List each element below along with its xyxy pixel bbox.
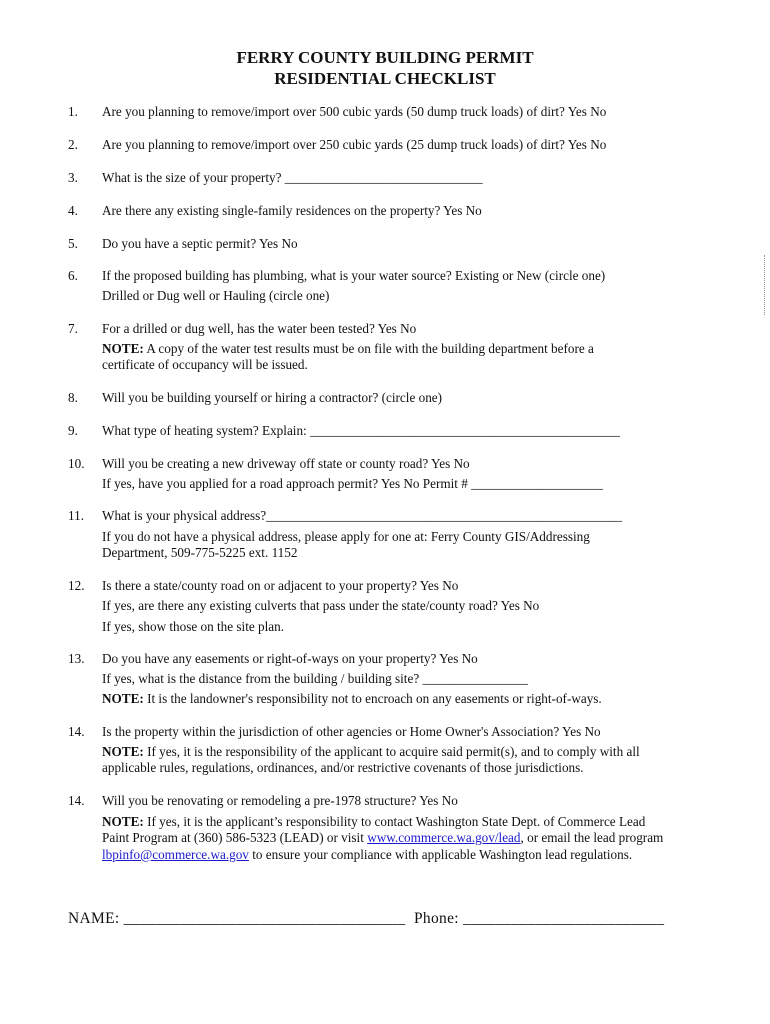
item-number: 11.: [68, 508, 84, 523]
note-text: certificate of occupancy will be issued.: [102, 357, 308, 372]
question-text: What is your physical address?______________________________________________________: [102, 508, 623, 523]
question-text: If yes, what is the distance from the building / building site? ________________: [102, 671, 528, 686]
item-number: 3.: [68, 170, 78, 185]
question-text: Are you planning to remove/import over 250 cubic yards (25 dump truck loads) of dirt? Yes No: [102, 137, 607, 152]
question-text: Will you be renovating or remodeling a pre-1978 structure? Yes No: [102, 793, 458, 808]
item-number: 9.: [68, 423, 78, 438]
note-text: NOTE: If yes, it is the applicant’s responsibility to contact Washington State Dept. of Commerce Lead: [102, 814, 646, 829]
item-number: 13.: [68, 651, 85, 666]
item-number: 5.: [68, 236, 78, 251]
name-field: NAME: ___________________________________: [68, 910, 406, 927]
item-number: 6.: [68, 268, 78, 283]
item-number: 1.: [68, 104, 78, 119]
question-text: What is the size of your property? ______________________________: [102, 170, 483, 185]
question-text: Is there a state/county road on or adjacent to your property? Yes No: [102, 578, 459, 593]
question-text: If yes, have you applied for a road approach permit? Yes No Permit # ____________________: [102, 476, 604, 491]
item-number: 14.: [68, 793, 85, 808]
note-text: Paint Program at (360) 586-5323 (LEAD) or visit www.commerce.wa.gov/lead, or email the lead program: [102, 830, 664, 845]
item-number: 8.: [68, 390, 78, 405]
question-text: If you do not have a physical address, please apply for one at: Ferry County GIS/Addressing: [102, 529, 590, 544]
note-text: NOTE: A copy of the water test results must be on file with the building department before a: [102, 341, 594, 356]
question-text: Will you be building yourself or hiring a contractor? (circle one): [102, 390, 443, 405]
note-label: NOTE:: [102, 814, 144, 829]
document-subtitle: RESIDENTIAL CHECKLIST: [274, 69, 496, 88]
question-text: Are you planning to remove/import over 500 cubic yards (50 dump truck loads) of dirt? Yes No: [102, 104, 607, 119]
commerce-lead-link[interactable]: www.commerce.wa.gov/lead: [367, 830, 521, 845]
lead-email-link[interactable]: lbpinfo@commerce.wa.gov: [102, 847, 249, 862]
question-text: Do you have any easements or right-of-ways on your property? Yes No: [102, 651, 478, 666]
scan-mark: [764, 255, 767, 315]
note-label: NOTE:: [102, 341, 144, 356]
question-text: What type of heating system? Explain: _______________________________________________: [102, 423, 620, 438]
note-label: NOTE:: [102, 691, 144, 706]
phone-field: Phone: _________________________: [414, 910, 665, 927]
item-number: 10.: [68, 456, 85, 471]
question-text: Are there any existing single-family residences on the property? Yes No: [102, 203, 482, 218]
question-text: Drilled or Dug well or Hauling (circle one): [102, 288, 330, 303]
note-text: applicable rules, regulations, ordinances, and/or restrictive covenants of those jurisdictions.: [102, 760, 584, 775]
question-text: Is the property within the jurisdiction of other agencies or Home Owner's Association? Yes No: [102, 724, 601, 739]
question-text: For a drilled or dug well, has the water been tested? Yes No: [102, 321, 417, 336]
note-text: lbpinfo@commerce.wa.gov to ensure your compliance with applicable Washington lead regulations.: [102, 847, 633, 862]
question-text: Department, 509-775-5225 ext. 1152: [102, 545, 298, 560]
question-text: Do you have a septic permit? Yes No: [102, 236, 298, 251]
item-number: 12.: [68, 578, 85, 593]
question-text: If the proposed building has plumbing, what is your water source? Existing or New (circle one): [102, 268, 606, 283]
note-text: NOTE: If yes, it is the responsibility of the applicant to acquire said permit(s), and to comply with all: [102, 744, 640, 759]
question-text: Will you be creating a new driveway off state or county road? Yes No: [102, 456, 470, 471]
question-text: If yes, show those on the site plan.: [102, 619, 285, 634]
item-number: 2.: [68, 137, 78, 152]
document-title: FERRY COUNTY BUILDING PERMIT: [236, 48, 534, 67]
question-text: If yes, are there any existing culverts that pass under the state/county road? Yes No: [102, 598, 540, 613]
item-number: 14.: [68, 724, 85, 739]
item-number: 4.: [68, 203, 78, 218]
note-text: NOTE: It is the landowner's responsibility not to encroach on any easements or right-of-ways.: [102, 691, 602, 706]
item-number: 7.: [68, 321, 78, 336]
note-label: NOTE:: [102, 744, 144, 759]
